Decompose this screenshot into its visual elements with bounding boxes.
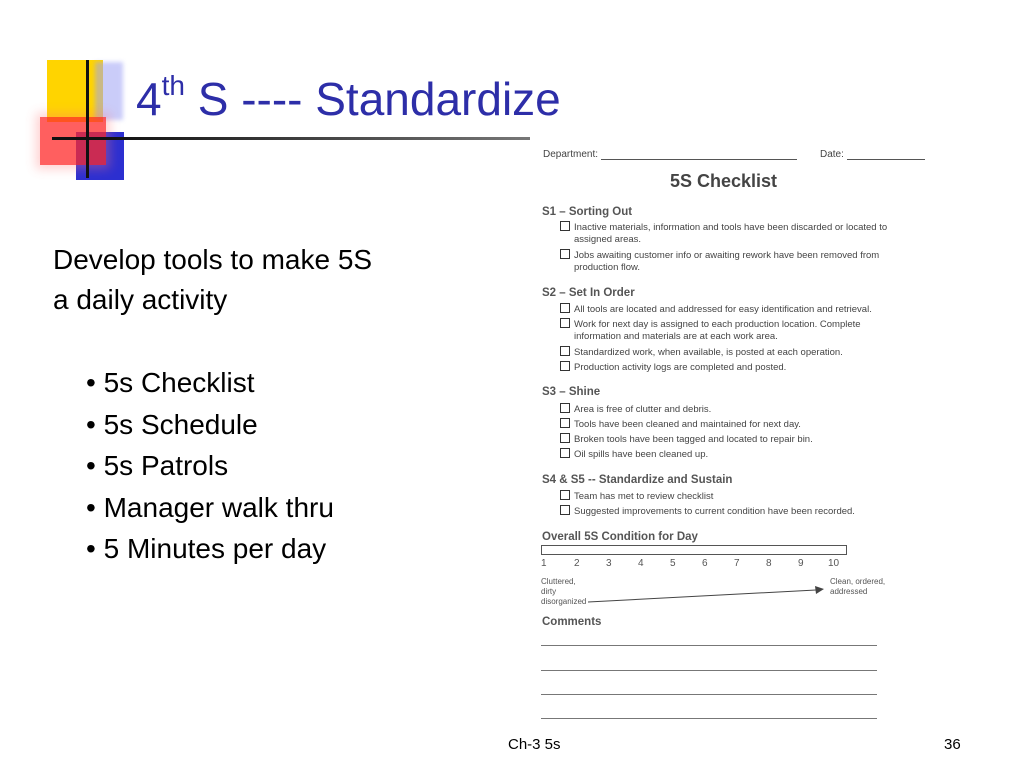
checklist-item: Broken tools have been tagged and located to repair bin. bbox=[560, 433, 940, 446]
form-title: 5S Checklist bbox=[670, 171, 778, 191]
comments-heading: Comments bbox=[542, 616, 602, 628]
comment-line bbox=[541, 694, 877, 695]
logo-blue-glow bbox=[95, 62, 123, 120]
date-field bbox=[820, 149, 925, 160]
department-field bbox=[543, 149, 797, 160]
checkbox-icon bbox=[560, 361, 570, 371]
scale-right-label: Clean, ordered, addressed bbox=[830, 577, 886, 596]
scale-arrow-icon bbox=[588, 586, 828, 606]
scale-number: 3 bbox=[606, 558, 612, 569]
intro-line-1: Develop tools to make 5S bbox=[53, 244, 373, 275]
bullet-item: • 5s Patrols bbox=[86, 445, 334, 487]
overall-condition-heading: Overall 5S Condition for Day bbox=[542, 531, 698, 543]
comment-line bbox=[541, 645, 877, 646]
scale-number: 7 bbox=[734, 558, 740, 569]
checklist-item: Suggested improvements to current condition have been recorded. bbox=[560, 505, 940, 518]
scale-number: 10 bbox=[828, 558, 840, 569]
checkbox-icon bbox=[560, 403, 570, 413]
condition-scale-bar bbox=[541, 545, 847, 555]
comment-line bbox=[541, 718, 877, 719]
department-label: Department: bbox=[543, 149, 599, 160]
checklist-item: Area is free of clutter and debris. bbox=[560, 403, 940, 416]
checkbox-icon bbox=[560, 318, 570, 328]
footer-chapter: Ch-3 5s bbox=[508, 736, 561, 753]
logo-red-square bbox=[40, 117, 106, 165]
checkbox-icon bbox=[560, 346, 570, 356]
checkbox-icon bbox=[560, 490, 570, 500]
page-number: 36 bbox=[944, 736, 961, 753]
scale-number: 8 bbox=[766, 558, 772, 569]
logo-horizontal-line bbox=[52, 137, 112, 140]
title-text: S ---- Standardize bbox=[184, 73, 561, 125]
bullet-item: • 5 Minutes per day bbox=[86, 528, 334, 570]
scale-number: 2 bbox=[574, 558, 580, 569]
checklist-item: Oil spills have been cleaned up. bbox=[560, 448, 940, 461]
slide-title bbox=[136, 69, 561, 126]
logo-vertical-line bbox=[86, 60, 89, 178]
section-heading: S1 – Sorting Out bbox=[542, 206, 633, 218]
section-heading: S4 & S5 -- Standardize and Sustain bbox=[542, 474, 733, 486]
scale-number: 9 bbox=[798, 558, 804, 569]
comment-line bbox=[541, 670, 877, 671]
title-superscript: th bbox=[161, 69, 185, 101]
checkbox-icon bbox=[560, 221, 570, 231]
checklist-item: Jobs awaiting customer info or awaiting rework have been removed from production flow. bbox=[560, 249, 940, 274]
checkbox-icon bbox=[560, 249, 570, 259]
checklist-item: Tools have been cleaned and maintained for next day. bbox=[560, 418, 940, 431]
checkbox-icon bbox=[560, 433, 570, 443]
checkbox-icon bbox=[560, 448, 570, 458]
checklist-item: All tools are located and addressed for easy identification and retrieval. bbox=[560, 303, 940, 316]
checklist-form-image bbox=[528, 140, 960, 725]
scale-number: 6 bbox=[702, 558, 708, 569]
scale-number: 4 bbox=[638, 558, 644, 569]
scale-number: 5 bbox=[670, 558, 676, 569]
checklist-item: Team has met to review checklist bbox=[560, 490, 940, 503]
bullet-item: • 5s Schedule bbox=[86, 404, 334, 446]
bullet-item: • 5s Checklist bbox=[86, 362, 334, 404]
checklist-item: Work for next day is assigned to each production location. Complete information and materials are at each work area. bbox=[560, 318, 940, 343]
bullet-list bbox=[86, 362, 334, 570]
checklist-item: Production activity logs are completed and posted. bbox=[560, 361, 940, 374]
checkbox-icon bbox=[560, 303, 570, 313]
intro-text bbox=[53, 240, 473, 320]
title-number: 4 bbox=[136, 73, 162, 125]
intro-line-2: a daily activity bbox=[53, 284, 228, 315]
section-heading: S3 – Shine bbox=[542, 386, 601, 398]
date-label: Date: bbox=[820, 149, 844, 160]
checklist-item: Inactive materials, information and tools have been discarded or located to assigned areas. bbox=[560, 221, 940, 246]
scale-left-label: Cluttered, dirty disorganized bbox=[541, 577, 587, 606]
scale-number: 1 bbox=[541, 558, 547, 569]
checklist-item: Standardized work, when available, is posted at each operation. bbox=[560, 346, 940, 359]
checkbox-icon bbox=[560, 418, 570, 428]
bullet-item: • Manager walk thru bbox=[86, 487, 334, 529]
title-underline bbox=[110, 137, 530, 140]
checkbox-icon bbox=[560, 505, 570, 515]
section-heading: S2 – Set In Order bbox=[542, 287, 635, 299]
